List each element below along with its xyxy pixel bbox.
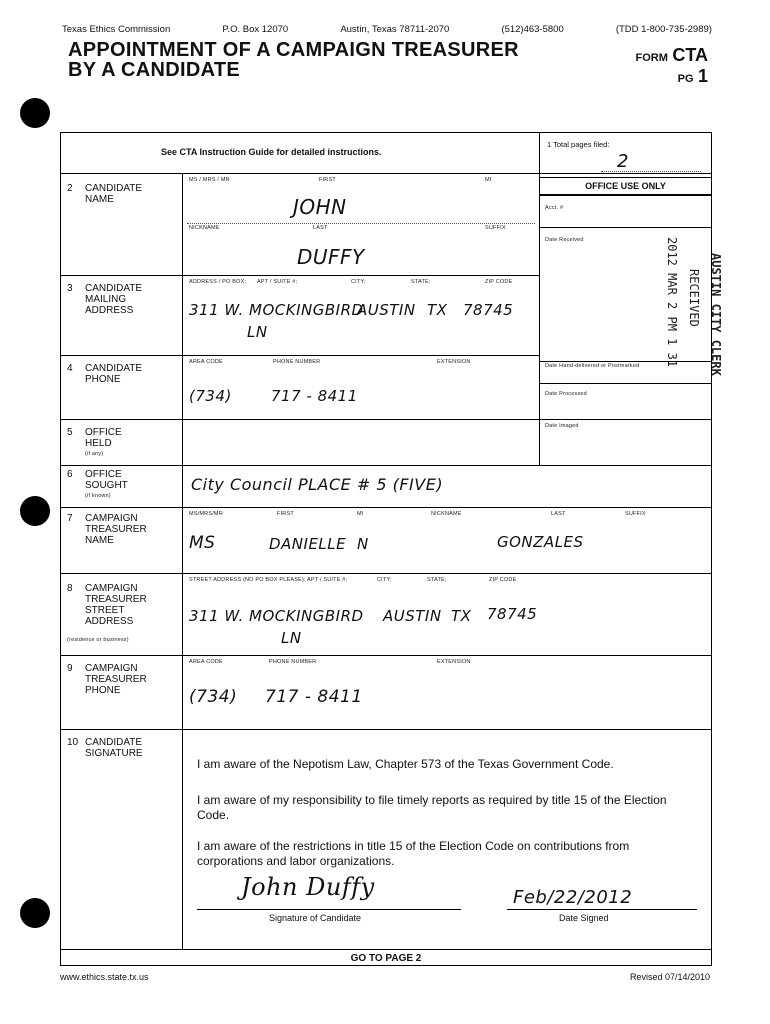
treasurer-first-name: DANIELLE <box>269 535 347 553</box>
punch-hole-bottom <box>20 898 50 928</box>
treasurer-city: AUSTIN <box>383 607 442 625</box>
nepotism-statement: I am aware of the Nepotism Law, Chapter 573 of the Texas Government Code. <box>197 757 614 771</box>
section-9-label: CAMPAIGN TREASURER PHONE <box>85 663 147 696</box>
candidate-address-line2: LN <box>247 323 268 341</box>
po-box: P.O. Box 12070 <box>222 24 289 35</box>
section-10-label: CANDIDATE SIGNATURE <box>85 737 143 759</box>
punch-hole-middle <box>20 496 50 526</box>
office-sought-value: City Council PLACE # 5 (FIVE) <box>191 475 444 494</box>
treasurer-phone-number: 717 - 8411 <box>265 687 363 707</box>
date-received-label: Date Received <box>545 237 584 243</box>
acct-label: Acct. # <box>545 205 564 211</box>
total-pages-label: 1 Total pages filed: <box>547 140 610 149</box>
candidate-signature: John Duffy <box>241 873 375 901</box>
candidate-state: TX <box>427 301 448 319</box>
date-hand-label: Date Hand-delivered or Postmarked <box>545 363 640 369</box>
treasurer-address-line2: LN <box>281 629 302 647</box>
date-imaged-label: Date Imaged <box>545 423 579 429</box>
form-number: FORM CTA PG 1 <box>635 45 708 86</box>
section-2-number: 2 <box>67 183 73 194</box>
section-7-label: CAMPAIGN TREASURER NAME <box>85 513 147 546</box>
candidate-area-code: (734) <box>189 387 232 405</box>
treasurer-area-code: (734) <box>189 687 238 707</box>
punch-hole-top <box>20 98 50 128</box>
received-stamp-office: AUSTIN CITY CLERK <box>709 253 723 376</box>
candidate-zip: 78745 <box>463 301 514 319</box>
agency-city: Austin, Texas 78711-2070 <box>340 24 450 35</box>
received-stamp-label: RECEIVED <box>687 269 701 327</box>
section-2-label: CANDIDATE NAME <box>85 183 143 205</box>
treasurer-middle-initial: N <box>357 535 369 553</box>
treasurer-title: MS <box>189 533 216 553</box>
received-stamp-date: 2012 MAR 2 PM 1 31 <box>665 237 679 368</box>
date-signed-value: Feb/22/2012 <box>513 887 633 908</box>
candidate-first-name: JOHN <box>293 195 347 219</box>
agency-phone: (512)463-5800 <box>501 24 564 35</box>
label-column-divider <box>182 173 183 949</box>
treasurer-state: TX <box>451 607 472 625</box>
section-4-label: CANDIDATE PHONE <box>85 363 143 385</box>
website-footer: www.ethics.state.tx.us <box>60 972 149 982</box>
section-8-label: CAMPAIGN TREASURER STREET ADDRESS <box>85 583 147 627</box>
agency-name: Texas Ethics Commission <box>62 24 171 35</box>
total-pages-value: 2 <box>617 151 629 172</box>
candidate-address-line1: 311 W. MOCKINGBIRD <box>189 301 364 319</box>
go-to-page-2: GO TO PAGE 2 <box>350 953 422 964</box>
candidate-phone-number: 717 - 8411 <box>271 387 358 405</box>
revised-date: Revised 07/14/2010 <box>629 972 710 982</box>
candidate-last-name: DUFFY <box>297 245 365 269</box>
reporting-statement: I am aware of my responsibility to file timely reports as required by title 15 of the Election Code. <box>197 793 667 822</box>
date-signed-label: Date Signed <box>559 913 609 923</box>
section-5-label: OFFICE HELD <box>85 427 122 449</box>
agency-tdd: (TDD 1-800-735-2989) <box>615 24 712 35</box>
contributions-statement: I am aware of the restrictions in title 15 of the Election Code on contributions from corporations and labor organizations. <box>197 839 630 868</box>
section-3-label: CANDIDATE MAILING ADDRESS <box>85 283 143 316</box>
treasurer-zip: 78745 <box>487 605 538 623</box>
instructions-text: See CTA Instruction Guide for detailed instructions. <box>161 147 382 157</box>
form-body: See CTA Instruction Guide for detailed instructions. 1 Total pages filed: 2 OFFICE USE ONLY Acct. # Date Received Date Hand-delivered or Postmarked Date Processed Date Imaged 2012 MAR 2 PM 1 31 RECEIVED AUSTIN CITY CLERK 2 CANDIDATE NAME MS / MRS / MR FIRST MI JOHN NICKNAME LAST SUFFIX DUFFY 3 CANDIDATE MAILING ADDRESS ADDRESS / PO BOX; APT / SUITE #; CITY; STATE; ZIP CODE 311 W. MOCKINGBIRD LN AUSTIN TX 78745 4 CANDIDATE PHONE AREA CODE PHONE NUMBER EXTENSION (734) 717 - 8411 5 OFFICE HELD (if any) 6 OFFICE SOUGHT (if known) City Council PLACE # 5 (FIVE) 7 CAMPAIGN TREASURER NAME MS/MRS/MR FIRST MI NICKNAME LAST SUFFIX MS DANIELLE N GONZALES 8 CAMPAIGN TREASURER STREET ADDRESS (residence or business) STREET ADDRESS (NO PO BOX PLEASE); APT / SUITE #; CITY; STATE; ZIP CODE 311 W. MOCKINGBIRD LN AUSTIN TX 78745 9 CAMPAIGN TREASURER PHONE AREA CODE PHONE NUMBER EXTENSION (734) 717 - 8411 10 CANDIDATE SIGNATURE I am aware of the Nepotism Law, Chapter 573 of the Texas Government Code. I am aware of my responsibility to file timely reports as required by title 15 of the Election Code. I am aware of the restrictions in title 15 of the Election Code on contributions from corporations and labor organizations. John Duffy Signature of Candidate Feb/22/2012 Date Signed GO TO PAGE 2 <box>60 132 712 966</box>
signature-label: Signature of Candidate <box>269 913 362 923</box>
candidate-city: AUSTIN <box>357 301 416 319</box>
date-processed-label: Date Processed <box>545 391 587 397</box>
form-title: APPOINTMENT OF A CAMPAIGN TREASURER BY A CANDIDATE <box>68 39 519 81</box>
treasurer-last-name: GONZALES <box>497 533 584 551</box>
treasurer-address-line1: 311 W. MOCKINGBIRD <box>189 607 364 625</box>
office-use-title: OFFICE USE ONLY <box>539 177 711 195</box>
agency-contact-line <box>62 24 712 35</box>
section-6-label: OFFICE SOUGHT <box>85 469 128 491</box>
